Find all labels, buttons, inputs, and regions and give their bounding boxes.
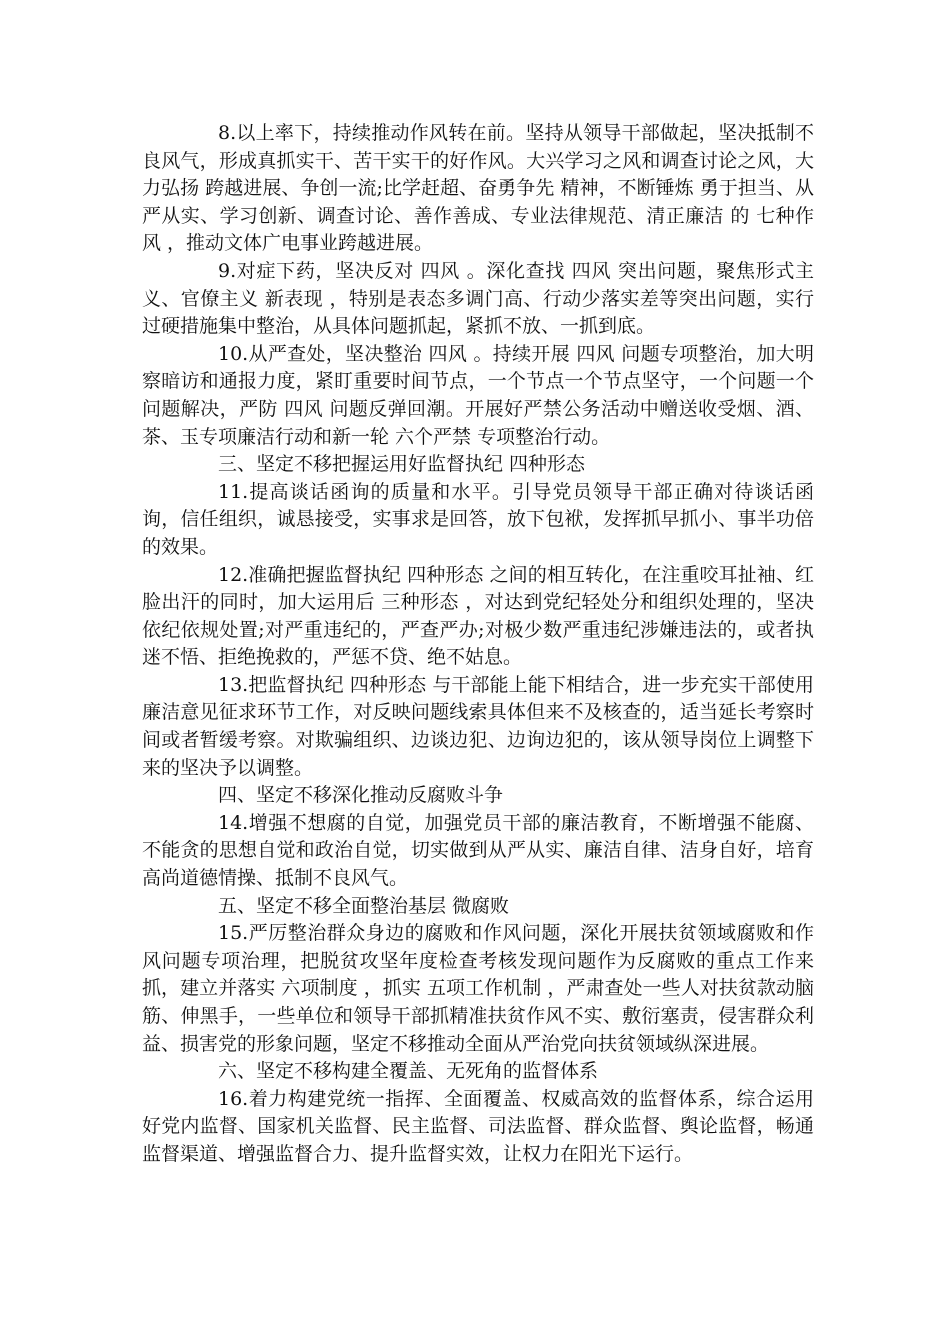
paragraph-14: 14.增强不想腐的自觉，加强党员干部的廉洁教育，不断增强不能腐、不能贪的思想自觉和政治自觉，切实做到从严从实、廉洁自律、洁身自好，培育高尚道德情操、抵制不良风气。 [142,811,814,890]
section-heading-6: 六、坚定不移构建全覆盖、无死角的监督体系 [218,1060,599,1083]
paragraph-11: 11.提高谈话函询的质量和水平。引导党员领导干部正确对待谈话函询，信任组织，诚恳接受，实事求是回答，放下包袱，发挥抓早抓小、事半功倍的效果。 [142,480,814,558]
section-heading-5: 五、坚定不移全面整治基层 微腐败 [218,894,510,917]
section-heading-3: 三、坚定不移把握运用好监督执纪 四种形态 [218,453,586,476]
paragraph-8: 8.以上率下，持续推动作风转在前。坚持从领导干部做起，坚决抵制不良风气，形成真抓实干、苦干实干的好作风。大兴学习之风和调查讨论之风，大力弘扬 跨越进展、争创一流;比学赶超、奋勇争先 精神，不断锤炼 勇于担当、从严从实、学习创新、调查讨论、善作善成、专业法律规范、清正廉洁 的 七种作风 ，推动文体广电事业跨越进展。 [142,122,814,255]
paragraph-12: 12.准确把握监督执纪 四种形态 之间的相互转化，在注重咬耳扯袖、红脸出汗的同时，加大运用后 三种形态 ，对达到党纪轻处分和组织处理的，坚决依纪依规处置;对严重违纪的，严查严办;对极少数严重违纪涉嫌违法的，或者执迷不悟、拒绝挽救的，严惩不贷、绝不姑息。 [142,563,814,669]
paragraph-9: 9.对症下药，坚决反对 四风 。深化查找 四风 突出问题，聚焦形式主义、官僚主义 新表现 ，特别是表态多调门高、行动少落实差等突出问题，实行过硬措施集中整治，从具体问题抓起，紧抓不放、一抓到底。 [142,259,814,338]
paragraph-16: 16.着力构建党统一指挥、全面覆盖、权威高效的监督体系，综合运用好党内监督、国家机关监督、民主监督、司法监督、群众监督、舆论监督，畅通监督渠道、增强监督合力、提升监督实效，让权力在阳光下运行。 [142,1087,814,1165]
section-heading-4: 四、坚定不移深化推动反腐败斗争 [218,784,504,807]
paragraph-15: 15.严厉整治群众身边的腐败和作风问题，深化开展扶贫领域腐败和作风问题专项治理，把脱贫攻坚年度检查考核发现问题作为反腐败的重点工作来抓，建立并落实 六项制度 ，抓实 五项工作机制 ，严肃查处一些人对扶贫款动脑筋、伸黑手，一些单位和领导干部抓精准扶贫作风不实、敷衍塞责，侵害群众利益、损害党的形象问题，坚定不移推动全面从严治党向扶贫领域纵深进展。 [142,922,814,1055]
document-body [142,120,814,1169]
paragraph-10: 10.从严查处，坚决整治 四风 。持续开展 四风 问题专项整治，加大明察暗访和通报力度，紧盯重要时间节点，一个节点一个节点坚守，一个问题一个问题解决，严防 四风 问题反弹回潮。开展好严禁公务活动中赠送收受烟、酒、茶、玉专项廉洁行动和新一轮 六个严禁 专项整治行动。 [142,342,814,448]
paragraph-13: 13.把监督执纪 四种形态 与干部能上能下相结合，进一步充实干部使用廉洁意见征求环节工作，对反映问题线索具体但来不及核查的，适当延长考察时间或者暂缓考察。对欺骗组织、边谈边犯、边询边犯的，该从领导岗位上调整下来的坚决予以调整。 [142,673,814,779]
